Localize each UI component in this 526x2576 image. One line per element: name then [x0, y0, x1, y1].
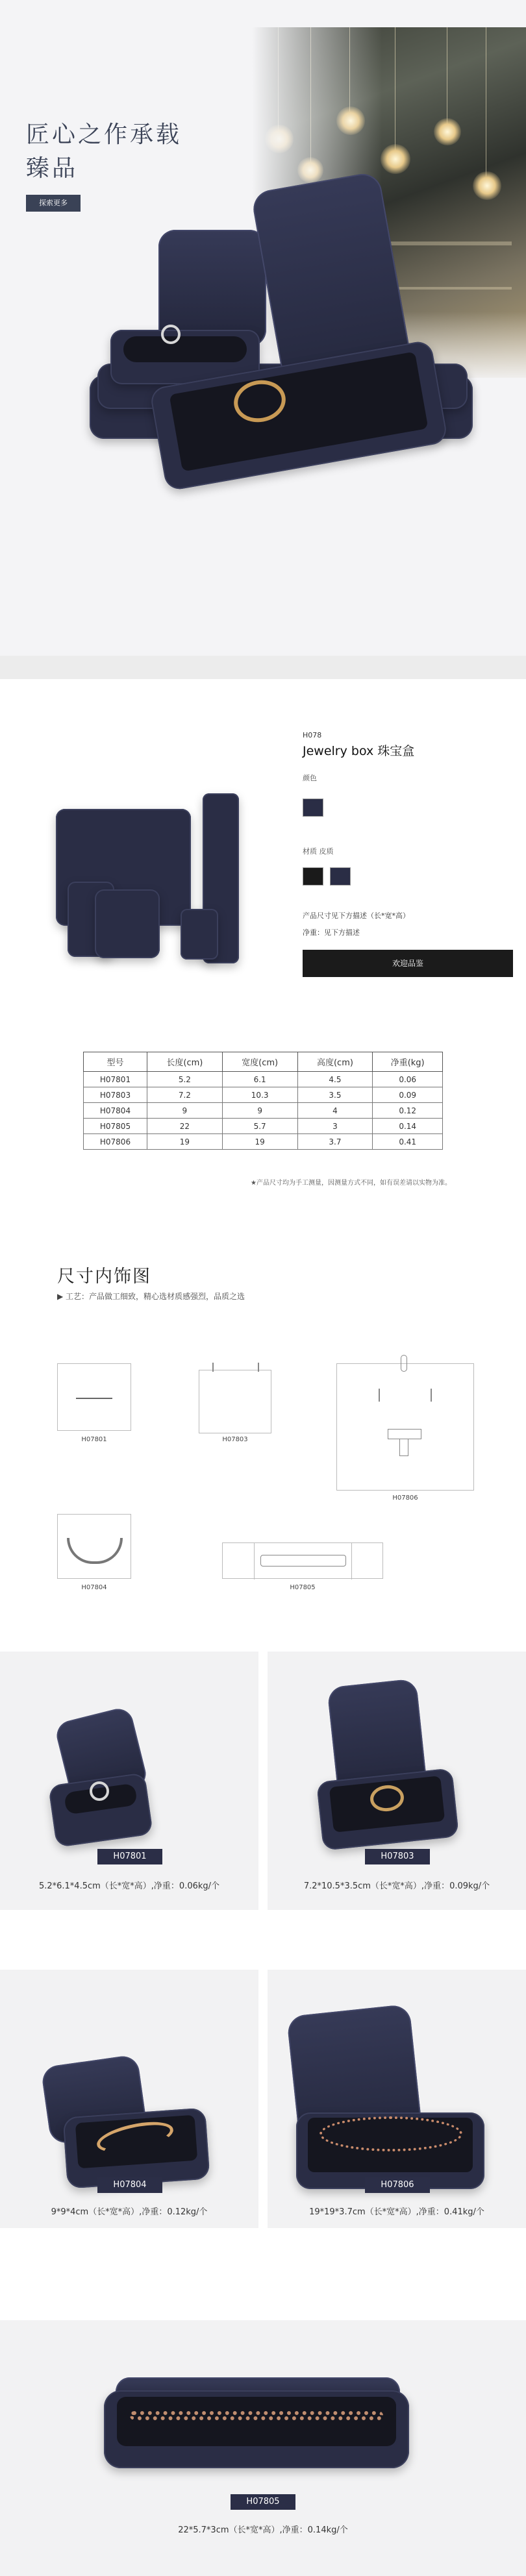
material-label: 材质 皮质: [303, 847, 334, 856]
diagram-subtitle: ▶ 工艺：产品做工细致，精心选材质感强烈，品质之选: [57, 1292, 245, 1301]
product-code: H078: [303, 731, 322, 739]
table-header: 净重(kg): [373, 1052, 443, 1072]
hero-title-line2: 臻品: [26, 155, 79, 182]
table-cell: 9: [222, 1103, 297, 1119]
table-cell: 9: [147, 1103, 222, 1119]
model-tag: H07806: [365, 2177, 430, 2193]
model-tag: H07803: [365, 1849, 430, 1864]
diagram-label: H07801: [81, 1436, 107, 1443]
diagram-label: H07803: [222, 1436, 248, 1443]
gallery-caption: 7.2*10.5*3.5cm（长*宽*高）,净重：0.09kg/个: [303, 1881, 490, 1891]
explore-more-button[interactable]: 探索更多: [26, 195, 81, 212]
table-cell: H07804: [84, 1103, 147, 1119]
table-cell: 22: [147, 1119, 222, 1134]
table-cell: 0.14: [373, 1119, 443, 1134]
table-cell: 10.3: [222, 1087, 297, 1103]
table-cell: 3.7: [297, 1134, 373, 1150]
product-name: Jewelry box 珠宝盒: [303, 744, 415, 758]
table-cell: H07806: [84, 1134, 147, 1150]
gallery-item: [268, 1652, 526, 1910]
diagram-h07804: [57, 1514, 131, 1579]
diagram-label: H07804: [81, 1584, 107, 1591]
gallery-item-wide: [0, 2320, 526, 2576]
table-cell: H07805: [84, 1119, 147, 1134]
section-divider: [0, 656, 526, 679]
diagram-title: 尺寸内饰图: [57, 1267, 151, 1287]
table-cell: 19: [222, 1134, 297, 1150]
gallery-item: [0, 1652, 258, 1910]
table-cell: 0.12: [373, 1103, 443, 1119]
table-cell: 0.41: [373, 1134, 443, 1150]
appreciate-button[interactable]: 欢迎品鉴: [303, 950, 513, 977]
hero-banner: [0, 0, 526, 656]
table-header: 高度(cm): [297, 1052, 373, 1072]
table-row: [84, 1072, 443, 1087]
table-cell: 4: [297, 1103, 373, 1119]
table-cell: 4.5: [297, 1072, 373, 1087]
table-cell: 3.5: [297, 1087, 373, 1103]
diagram-h07805: [222, 1542, 383, 1579]
model-tag: H07801: [97, 1849, 162, 1864]
table-header: 型号: [84, 1052, 147, 1072]
table-cell: 5.2: [147, 1072, 222, 1087]
table-header-row: [84, 1052, 443, 1072]
table-cell: H07803: [84, 1087, 147, 1103]
table-cell: 19: [147, 1134, 222, 1150]
diagram-h07801: [57, 1363, 131, 1431]
material-swatch-black[interactable]: [303, 867, 323, 886]
table-row: [84, 1087, 443, 1103]
model-tag: H07804: [97, 2177, 162, 2193]
material-swatch-navy[interactable]: [330, 867, 351, 886]
gallery-caption: 5.2*6.1*4.5cm（长*宽*高）,净重：0.06kg/个: [38, 1881, 220, 1891]
diagram-h07806: [336, 1363, 474, 1491]
diagram-label: H07805: [290, 1584, 316, 1591]
model-tag: H07805: [231, 2494, 295, 2510]
diagram-h07803: [199, 1370, 271, 1433]
size-note: 产品尺寸见下方描述（长*宽*高）: [303, 911, 410, 920]
table-cell: 6.1: [222, 1072, 297, 1087]
table-cell: 0.06: [373, 1072, 443, 1087]
table-header: 宽度(cm): [222, 1052, 297, 1072]
table-row: [84, 1119, 443, 1134]
gallery-caption: 9*9*4cm（长*宽*高）,净重：0.12kg/个: [51, 2207, 208, 2217]
measurement-note: ★产品尺寸均为手工测量，因测量方式不同，如有误差请以实物为准。: [251, 1180, 451, 1187]
table-cell: 7.2: [147, 1087, 222, 1103]
table-row: [84, 1134, 443, 1150]
table-cell: 5.7: [222, 1119, 297, 1134]
table-row: [84, 1103, 443, 1119]
table-cell: 0.09: [373, 1087, 443, 1103]
spec-table: [83, 1052, 443, 1150]
diagram-label: H07806: [392, 1494, 418, 1502]
table-header: 长度(cm): [147, 1052, 222, 1072]
weight-note: 净重：见下方描述: [303, 928, 360, 937]
hero-title-line1: 匠心之作承载: [26, 121, 182, 148]
gallery-caption: 22*5.7*3cm（长*宽*高）,净重：0.14kg/个: [178, 2525, 348, 2535]
color-label: 颜色: [303, 774, 317, 782]
color-swatch-navy[interactable]: [303, 799, 323, 817]
hero-title: [26, 118, 221, 186]
table-cell: 3: [297, 1119, 373, 1134]
table-cell: H07801: [84, 1072, 147, 1087]
gallery-caption: 19*19*3.7cm（长*宽*高）,净重：0.41kg/个: [309, 2207, 484, 2217]
